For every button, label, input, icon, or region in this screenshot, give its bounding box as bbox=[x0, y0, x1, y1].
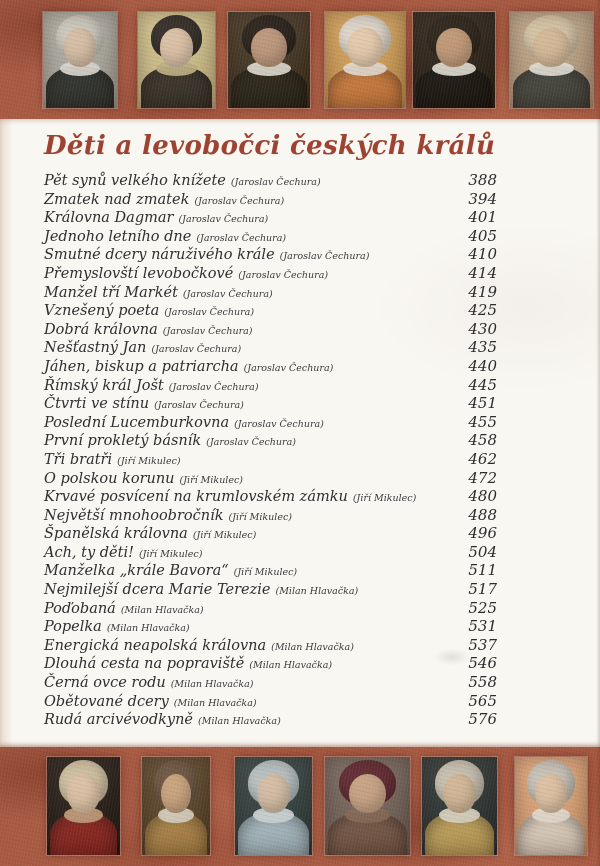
chapter-author: (Jaroslav Čechura) bbox=[151, 344, 242, 356]
portrait-bottom-4-man-in-crimson-velvet-hat bbox=[325, 757, 410, 855]
portrait-art bbox=[235, 757, 312, 855]
toc-row bbox=[44, 582, 497, 601]
chapter-title: Tři bratři bbox=[44, 451, 113, 468]
toc-row bbox=[44, 619, 497, 638]
chapter-author: (Jaroslav Čechura) bbox=[194, 195, 285, 207]
chapter-author: (Jiří Mikulec) bbox=[117, 455, 181, 467]
toc-row bbox=[44, 247, 497, 266]
chapter-author: (Milan Hlavačka) bbox=[249, 660, 333, 672]
chapter-page-number: 504 bbox=[468, 542, 497, 561]
chapter-title: Španělská královna bbox=[44, 526, 188, 543]
toc-row bbox=[44, 433, 497, 452]
top-portrait-band bbox=[0, 0, 600, 119]
chapter-title: Jednoho letního dne bbox=[44, 228, 192, 245]
chapter-author: (Milan Hlavačka) bbox=[120, 604, 204, 616]
chapter-page-number: 425 bbox=[468, 301, 497, 320]
toc-row bbox=[44, 396, 497, 415]
chapter-page-number: 410 bbox=[468, 245, 497, 264]
chapter-title: Poslední Lucemburkovna bbox=[44, 414, 230, 431]
chapter-page-number: 458 bbox=[468, 431, 497, 450]
chapter-author: (Jaroslav Čechura) bbox=[279, 251, 370, 263]
chapter-title: Popelka bbox=[44, 619, 102, 636]
chapter-author: (Jaroslav Čechura) bbox=[206, 437, 296, 449]
toc-row bbox=[44, 468, 497, 490]
chapter-author: (Milan Hlavačka) bbox=[170, 679, 254, 691]
chapter-page-number: 405 bbox=[468, 226, 497, 245]
chapter-author: (Jaroslav Čechura) bbox=[154, 400, 244, 412]
chapter-page-number: 511 bbox=[468, 561, 497, 580]
portrait-art bbox=[510, 12, 593, 108]
chapter-page-number: 558 bbox=[468, 673, 497, 692]
toc-row bbox=[44, 691, 497, 713]
portrait-top-2-youth-in-black-cap bbox=[138, 12, 215, 108]
chapter-author: (Jaroslav Čechura) bbox=[234, 418, 324, 430]
chapter-page-number: 525 bbox=[468, 598, 497, 617]
portrait-bottom-2-man-in-gold-doublet bbox=[142, 757, 210, 855]
chapter-title: Královna Dagmar bbox=[44, 210, 174, 227]
portrait-shading bbox=[142, 757, 210, 855]
toc-row bbox=[44, 340, 497, 359]
chapter-page-number: 565 bbox=[468, 691, 497, 710]
toc-row bbox=[44, 356, 497, 378]
chapter-author: (Jiří Mikulec) bbox=[228, 511, 292, 523]
chapter-title: Rudá arcivévodkyně bbox=[44, 712, 194, 729]
portrait-art bbox=[325, 12, 405, 108]
toc-row bbox=[44, 282, 497, 304]
portrait-shading bbox=[325, 757, 410, 855]
chapter-title: Jáhen, biskup a patriarcha bbox=[44, 358, 239, 375]
toc-row bbox=[44, 319, 497, 341]
chapter-author: (Milan Hlavačka) bbox=[275, 586, 359, 598]
chapter-author: (Jaroslav Čechura) bbox=[164, 307, 255, 319]
portrait-bottom-1-girl-in-red-gown bbox=[47, 757, 120, 855]
chapter-page-number: 430 bbox=[468, 319, 497, 338]
chapter-title: Manžel tří Markét bbox=[44, 284, 178, 301]
chapter-author: (Jiří Mikulec) bbox=[192, 530, 257, 542]
chapter-page-number: 546 bbox=[468, 654, 497, 673]
toc-row bbox=[44, 489, 497, 508]
contents-page bbox=[0, 119, 600, 747]
chapter-title: První prokletý básník bbox=[44, 433, 202, 450]
chapter-page-number: 462 bbox=[468, 449, 497, 468]
toc-row bbox=[44, 542, 497, 564]
toc-row bbox=[44, 563, 497, 582]
chapter-author: (Jaroslav Čechura) bbox=[230, 177, 321, 188]
chapter-page-number: 440 bbox=[468, 356, 497, 375]
chapter-author: (Milan Hlavačka) bbox=[271, 641, 354, 653]
chapter-page-number: 451 bbox=[468, 394, 497, 413]
portrait-art bbox=[47, 757, 120, 855]
portrait-shading bbox=[515, 757, 587, 855]
portrait-top-4-lady-in-gold-gown bbox=[325, 12, 405, 108]
chapter-author: (Jaroslav Čechura) bbox=[162, 325, 253, 337]
portrait-art bbox=[142, 757, 210, 855]
chapter-page-number: 537 bbox=[468, 635, 497, 654]
chapter-title: Pět synů velkého knížete bbox=[44, 173, 226, 189]
chapter-author: (Jiří Mikulec) bbox=[138, 548, 203, 560]
portrait-art bbox=[325, 757, 410, 855]
toc-row bbox=[44, 712, 497, 731]
toc-row bbox=[44, 375, 497, 397]
chapter-author: (Jaroslav Čechura) bbox=[196, 232, 287, 244]
portrait-shading bbox=[325, 12, 405, 108]
chapter-title: Největší mnohoobročník bbox=[44, 507, 224, 524]
chapter-author: (Jaroslav Čechura) bbox=[168, 381, 259, 393]
chapter-title: Čtvrti ve stínu bbox=[44, 396, 150, 413]
chapter-author: (Jaroslav Čechura) bbox=[182, 288, 273, 300]
scan-edge bbox=[596, 0, 600, 866]
chapter-title: Poďobaná bbox=[44, 600, 116, 617]
portrait-bottom-5-lady-in-gold-bodice bbox=[422, 757, 497, 855]
toc-row bbox=[44, 449, 497, 471]
portrait-art bbox=[43, 12, 117, 108]
page-title: Děti a levobočci českých králů bbox=[44, 131, 496, 161]
portrait-shading bbox=[43, 12, 117, 108]
chapter-title: Přemyslovští levobočkové bbox=[44, 265, 234, 282]
chapter-author: (Jiří Mikulec) bbox=[352, 493, 417, 505]
portrait-art bbox=[515, 757, 587, 855]
toc-row bbox=[44, 189, 497, 211]
portrait-top-5-dark-haired-man-with-ruff bbox=[413, 12, 495, 108]
portrait-top-1-lady-with-powdered-hair bbox=[43, 12, 117, 108]
chapter-page-number: 435 bbox=[468, 338, 497, 357]
portrait-shading bbox=[422, 757, 497, 855]
chapter-title: Obětované dcery bbox=[44, 693, 169, 710]
toc-row bbox=[44, 598, 497, 620]
toc-row bbox=[44, 526, 497, 545]
portrait-shading bbox=[413, 12, 495, 108]
portrait-top-6-fair-wigged-noble bbox=[510, 12, 593, 108]
chapter-author: (Jiří Mikulec) bbox=[179, 474, 243, 486]
portrait-art bbox=[138, 12, 215, 108]
chapter-title: Římský král Jošt bbox=[44, 377, 164, 394]
toc-row bbox=[44, 412, 497, 434]
chapter-page-number: 517 bbox=[468, 580, 497, 599]
portrait-bottom-3-lady-with-blue-grey-coiffure bbox=[235, 757, 312, 855]
chapter-page-number: 472 bbox=[468, 468, 497, 487]
portrait-art bbox=[228, 12, 310, 108]
chapter-page-number: 414 bbox=[468, 263, 497, 282]
chapter-page-number: 496 bbox=[468, 524, 497, 543]
chapter-page-number: 401 bbox=[468, 208, 497, 227]
chapter-page-number: 419 bbox=[468, 282, 497, 301]
chapter-page-number: 388 bbox=[468, 171, 497, 189]
toc-row bbox=[44, 303, 497, 322]
toc-row bbox=[44, 226, 497, 248]
chapter-title: Ach, ty děti! bbox=[44, 544, 134, 561]
chapter-author: (Milan Hlavačka) bbox=[173, 697, 257, 709]
portrait-shading bbox=[235, 757, 312, 855]
chapter-page-number: 394 bbox=[468, 189, 497, 208]
toc-row bbox=[44, 635, 497, 657]
toc-row bbox=[44, 675, 497, 694]
chapter-author: (Jaroslav Čechura) bbox=[178, 214, 269, 226]
chapter-title: Černá ovce rodu bbox=[44, 675, 166, 692]
chapter-page-number: 531 bbox=[468, 617, 497, 636]
toc-row bbox=[44, 656, 497, 675]
chapter-title: Krvavé posvícení na krumlovském zámku bbox=[44, 489, 348, 506]
portrait-art bbox=[422, 757, 497, 855]
chapter-title: Dlouhá cesta na popraviště bbox=[44, 656, 245, 673]
chapter-page-number: 480 bbox=[468, 487, 497, 506]
portrait-bottom-6-lady-on-peach-background bbox=[515, 757, 587, 855]
toc-list bbox=[44, 173, 497, 731]
chapter-title: Energická neapolská královna bbox=[44, 637, 267, 654]
chapter-page-number: 488 bbox=[468, 505, 497, 524]
toc-row bbox=[44, 173, 497, 192]
chapter-title: Zmatek nad zmatek bbox=[44, 191, 190, 208]
portrait-shading bbox=[138, 12, 215, 108]
chapter-page-number: 455 bbox=[468, 412, 497, 431]
chapter-title: Nešťastný Jan bbox=[44, 340, 147, 357]
chapter-title: O polskou korunu bbox=[44, 470, 175, 487]
toc-row bbox=[44, 505, 497, 527]
chapter-author: (Milan Hlavačka) bbox=[106, 623, 190, 635]
chapter-title: Smutné dcery náruživého krále bbox=[44, 247, 275, 264]
chapter-author: (Jiří Mikulec) bbox=[233, 567, 298, 579]
bottom-portrait-band bbox=[0, 747, 600, 866]
portrait-shading bbox=[510, 12, 593, 108]
chapter-author: (Jaroslav Čechura) bbox=[238, 269, 329, 281]
toc-row bbox=[44, 263, 497, 285]
chapter-title: Nejmilejší dcera Marie Terezie bbox=[44, 582, 271, 599]
portrait-shading bbox=[228, 12, 310, 108]
chapter-page-number: 576 bbox=[468, 710, 497, 729]
portrait-top-3-bearded-man-with-ruff bbox=[228, 12, 310, 108]
chapter-title: Vznešený poeta bbox=[44, 303, 160, 320]
chapter-author: (Jaroslav Čechura) bbox=[243, 362, 334, 374]
portrait-shading bbox=[47, 757, 120, 855]
portrait-art bbox=[413, 12, 495, 108]
chapter-title: Manželka „krále Bavora“ bbox=[44, 563, 229, 580]
toc-row bbox=[44, 210, 497, 229]
chapter-author: (Milan Hlavačka) bbox=[198, 716, 281, 728]
chapter-title: Dobrá královna bbox=[44, 321, 158, 338]
chapter-page-number: 445 bbox=[468, 375, 497, 394]
